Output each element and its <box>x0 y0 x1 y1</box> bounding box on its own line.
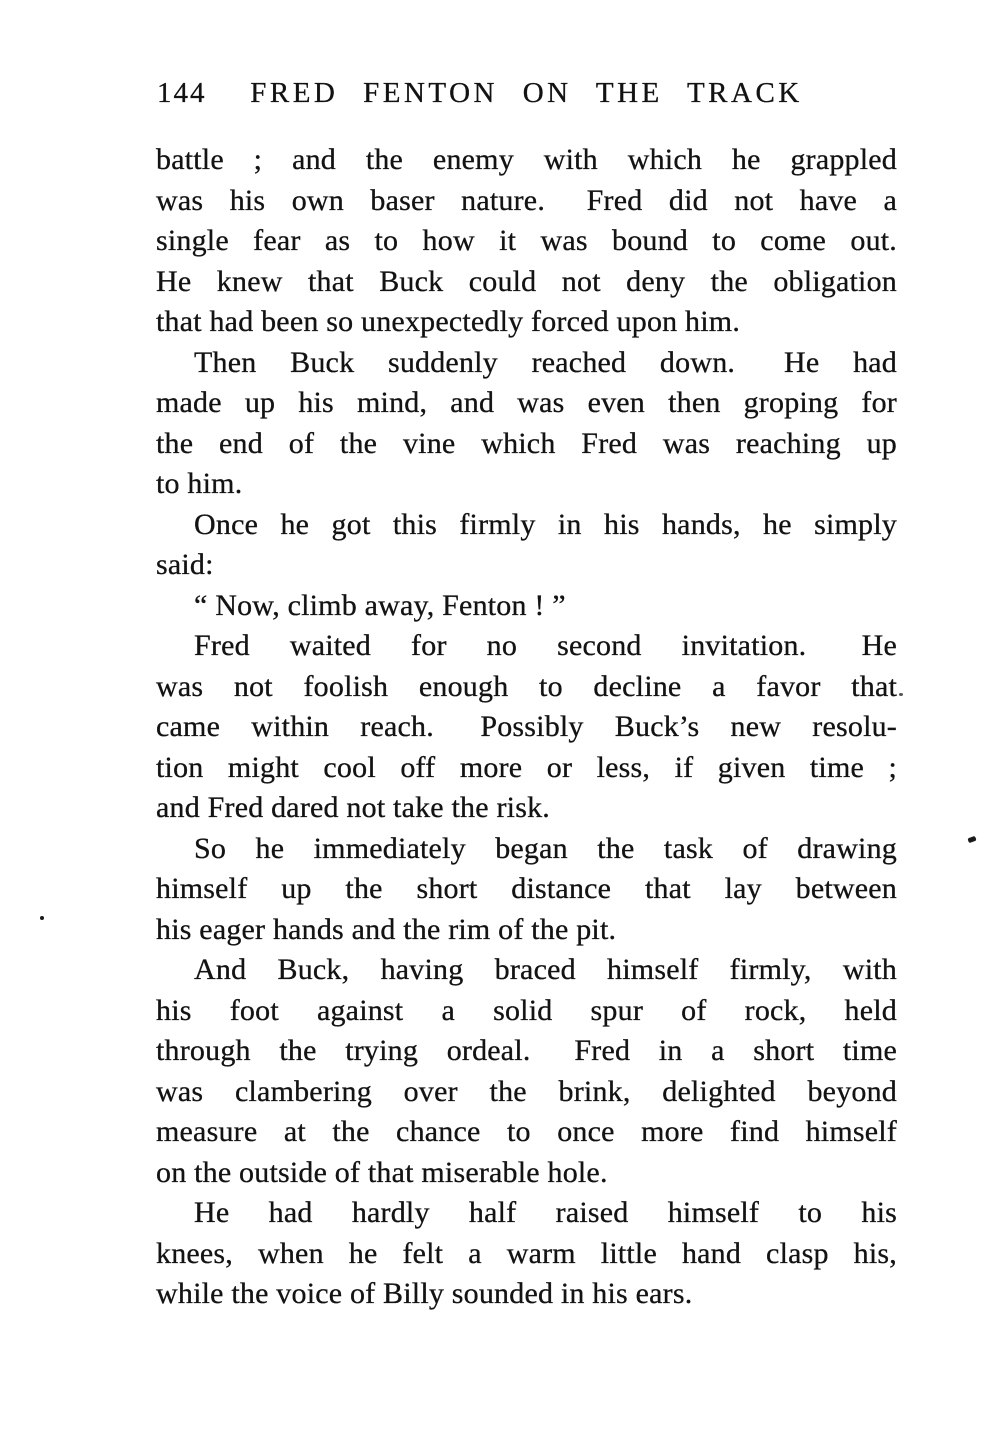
text-line: while the voice of Billy sounded in his ears. <box>156 1277 693 1310</box>
text-line: was clambering over the brink, delighted beyond <box>156 1074 897 1108</box>
text-line: made up his mind, and was even then groping for <box>156 386 897 419</box>
text-line: and Fred dared not take the risk. <box>156 791 550 824</box>
text-line: Once he got this firmly in his hands, he simply <box>194 507 897 541</box>
scan-speck <box>899 693 903 696</box>
text-line: So he immediately began the task of drawing <box>194 831 897 865</box>
text-line: himself up the short distance that lay between <box>156 872 897 905</box>
text-line: He knew that Buck could not deny the obligation <box>156 264 897 298</box>
text-line: was his own baser nature. Fred did not have a <box>156 183 897 217</box>
text-line: the end of the vine which Fred was reaching up <box>156 426 897 460</box>
paragraph <box>156 505 897 586</box>
text-line: measure at the chance to once more find himself <box>156 1115 897 1148</box>
text-line: to him. <box>156 467 243 500</box>
paragraph <box>156 829 897 951</box>
paragraph <box>156 626 897 829</box>
text-line: “ Now, climb away, Fenton ! ” <box>194 588 566 622</box>
text-line: was not foolish enough to decline a favor that <box>156 669 897 703</box>
text-line: that had been so unexpectedly forced upon him. <box>156 305 741 338</box>
text-line: tion might cool off more or less, if given time ; <box>156 750 897 784</box>
paragraph <box>156 950 897 1193</box>
text-line: said: <box>156 548 214 581</box>
paragraph <box>156 343 897 505</box>
text-line: knees, when he felt a warm little hand clasp his, <box>156 1236 897 1270</box>
paragraph <box>156 586 897 627</box>
text-line: came within reach. Possibly Buck’s new resolu- <box>156 710 897 743</box>
text-line: Fred waited for no second invitation. He <box>194 629 897 662</box>
scan-speck <box>967 836 976 843</box>
text-line: his foot against a solid spur of rock, held <box>156 993 897 1027</box>
text-line: And Buck, having braced himself firmly, with <box>194 953 897 986</box>
text-line: his eager hands and the rim of the pit. <box>156 912 617 946</box>
paragraph <box>156 1193 897 1315</box>
text-line: through the trying ordeal. Fred in a short time <box>156 1034 897 1067</box>
page-number: 144 <box>157 77 207 109</box>
text-line: He had hardly half raised himself to his <box>194 1196 897 1229</box>
text-line: battle ; and the enemy with which he grappled <box>156 143 897 176</box>
text-line: single fear as to how it was bound to come out. <box>156 224 897 257</box>
text-line: Then Buck suddenly reached down. He had <box>194 345 897 379</box>
running-header <box>156 78 897 110</box>
paragraph <box>156 140 897 343</box>
text-block <box>156 140 897 1315</box>
running-title: FRED FENTON ON THE TRACK <box>250 77 803 109</box>
scan-speck <box>40 916 44 920</box>
text-line: on the outside of that miserable hole. <box>156 1155 608 1189</box>
